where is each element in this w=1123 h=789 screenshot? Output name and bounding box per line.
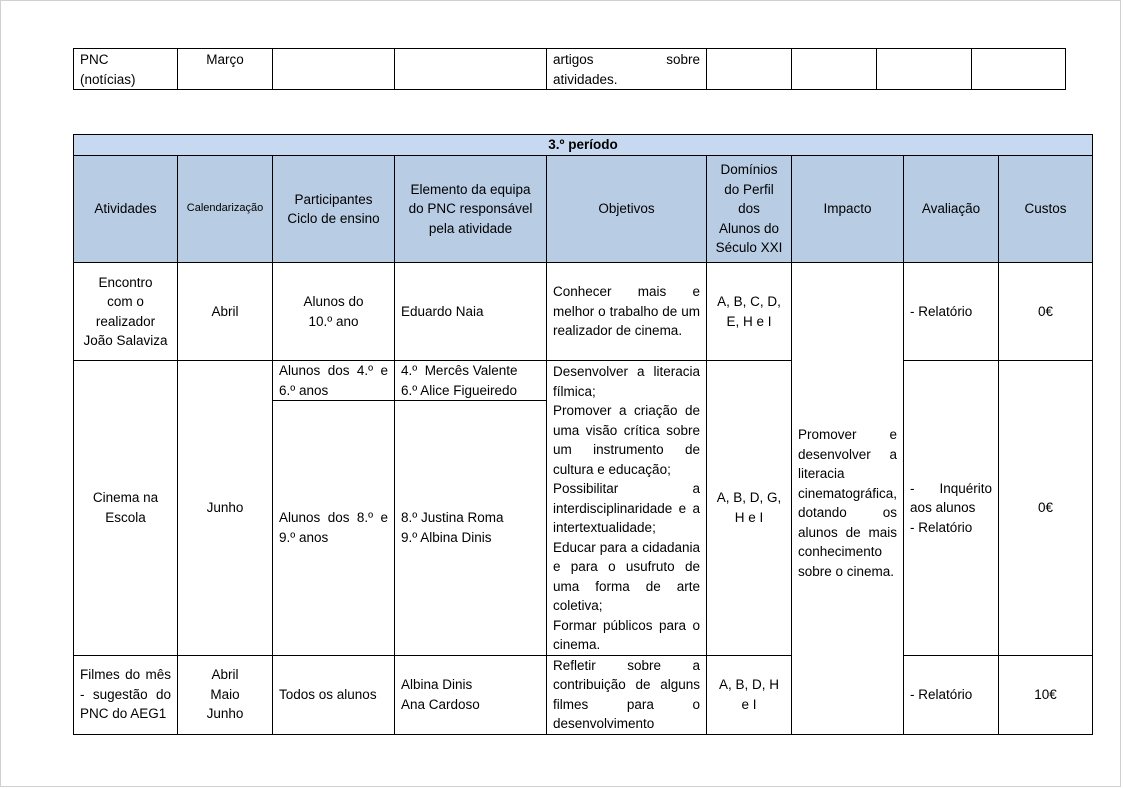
objectives-cell: Desenvolver a literacia fílmica; Promover a criação de uma visão crítica sobre um instrumento de cultura e educação; Possibilitar a interdisciplinaridade e a intertextualidade; Educar para a cidadania e para o usufruto de uma forma de arte coletiva; Formar públicos para o cinema. (547, 361, 707, 656)
participants-cell: Todos os alunos (273, 655, 395, 734)
header-evaluation: Avaliação (904, 156, 999, 263)
header-costs: Custos (999, 156, 1093, 263)
header-objectives: Objetivos (547, 156, 707, 263)
activity-cell: Filmes do mês - sugestão do PNC do AEG1 (74, 655, 178, 734)
element-cell (395, 49, 547, 90)
header-calendar: Calendarização (178, 156, 273, 263)
activity-cell: PNC (notícias) (74, 49, 178, 90)
costs-cell: 10€ (999, 655, 1093, 734)
participants-cell: Alunos dos 4.º e 6.º anos (273, 361, 395, 401)
domains-cell: A, B, D, H e I (707, 655, 792, 734)
evaluation-cell: - Inquérito aos alunos - Relatório (904, 361, 999, 656)
element-cell: Eduardo Naia (395, 263, 547, 361)
header-domains: Domínios do Perfil dos Alunos do Século XXI (707, 156, 792, 263)
element-cell: Albina Dinis Ana Cardoso (395, 655, 547, 734)
period-table (73, 134, 1093, 735)
header-activities: Atividades (74, 156, 178, 263)
impact-cell (792, 49, 877, 90)
period-title: 3.º período (74, 135, 1093, 156)
month-cell: Junho (178, 361, 273, 656)
header-row (74, 156, 1093, 263)
month-cell: Março (178, 49, 273, 90)
impact-cell: Promover e desenvolver a literacia cinematográfica, dotando os alunos de mais conhecimento sobre o cinema. (792, 263, 904, 735)
month-cell: Abril Maio Junho (178, 655, 273, 734)
domains-cell: A, B, D, G, H e I (707, 361, 792, 656)
objectives-cell: Conhecer mais e melhor o trabalho de um realizador de cinema. (547, 263, 707, 361)
table-row (74, 263, 1093, 361)
continuation-table (73, 48, 1066, 90)
table-row (74, 655, 1093, 734)
period-title-row (74, 135, 1093, 156)
objectives-cell: artigos sobre atividades. (547, 49, 707, 90)
participants-cell: Alunos dos 8.º e 9.º anos (273, 401, 395, 655)
evaluation-cell: - Relatório (904, 263, 999, 361)
evaluation-cell (877, 49, 972, 90)
element-cell: 4.º Mercês Valente 6.º Alice Figueiredo (395, 361, 547, 401)
objectives-cell: Refletir sobre a contribuição de alguns filmes para o desenvolvimento (547, 655, 707, 734)
header-participants: Participantes Ciclo de ensino (273, 156, 395, 263)
costs-cell (972, 49, 1066, 90)
element-cell: 8.º Justina Roma 9.º Albina Dinis (395, 401, 547, 655)
activity-cell: Cinema na Escola (74, 361, 178, 656)
activity-cell: Encontro com o realizador João Salaviza (74, 263, 178, 361)
participants-cell (273, 49, 395, 90)
costs-cell: 0€ (999, 263, 1093, 361)
table-row (74, 361, 1093, 401)
header-impact: Impacto (792, 156, 904, 263)
evaluation-cell: - Relatório (904, 655, 999, 734)
participants-cell: Alunos do 10.º ano (273, 263, 395, 361)
costs-cell: 0€ (999, 361, 1093, 656)
domains-cell (707, 49, 792, 90)
table-row (74, 49, 1066, 90)
month-cell: Abril (178, 263, 273, 361)
header-element: Elemento da equipa do PNC responsável pela atividade (395, 156, 547, 263)
domains-cell: A, B, C, D, E, H e I (707, 263, 792, 361)
